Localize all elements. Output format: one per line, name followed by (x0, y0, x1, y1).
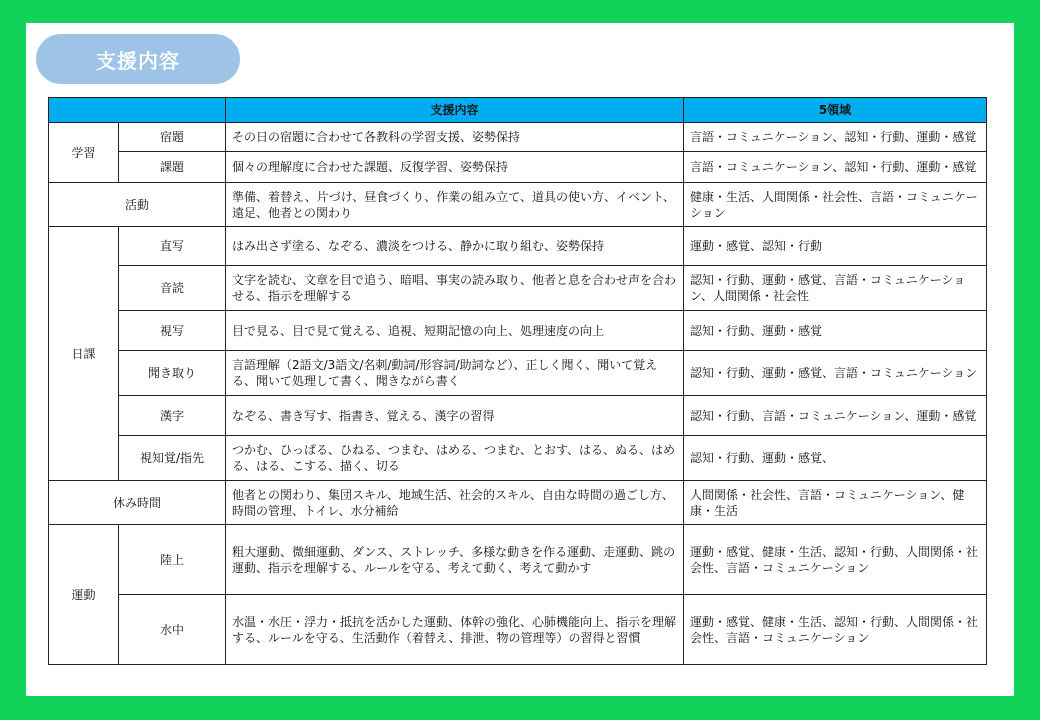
table-header-row (49, 98, 987, 123)
domains-cell: 運動・感覚、認知・行動 (684, 227, 987, 266)
subcategory-cell: 陸上 (119, 525, 226, 595)
subcategory-cell: 直写 (119, 227, 226, 266)
domains-cell: 言語・コミュニケーション、認知・行動、運動・感覚 (684, 123, 987, 152)
table-row (49, 396, 987, 436)
content-cell: なぞる、書き写す、指書き、覚える、漢字の習得 (226, 396, 684, 436)
support-table (48, 97, 987, 665)
content-cell: 水温・水圧・浮力・抵抗を活かした運動、体幹の強化、心肺機能向上、指示を理解する、ルールを守る、生活動作（着替え、排泄、物の管理等）の習得と習慣 (226, 595, 684, 665)
content-cell: 言語理解（2語文/3語文/名刺/動詞/形容詞/助詞など）、正しく聞く、聞いて覚える、聞いて処理して書く、聞きながら書く (226, 351, 684, 396)
domains-cell: 認知・行動、運動・感覚、 (684, 436, 987, 481)
content-cell: 個々の理解度に合わせた課題、反復学習、姿勢保持 (226, 152, 684, 183)
header-blank (49, 98, 226, 123)
subcategory-cell: 視写 (119, 311, 226, 351)
content-cell: 粗大運動、微細運動、ダンス、ストレッチ、多様な動きを作る運動、走運動、跳の運動、指示を理解する、ルールを守る、考えて動く、考えて動かす (226, 525, 684, 595)
subcategory-cell: 水中 (119, 595, 226, 665)
table-row (49, 266, 987, 311)
content-cell: 目で見る、目で見て覚える、追視、短期記憶の向上、処理速度の向上 (226, 311, 684, 351)
content-cell: はみ出さず塗る、なぞる、濃淡をつける、静かに取り組む、姿勢保持 (226, 227, 684, 266)
content-cell: 文字を読む、文章を目で追う、暗唱、事実の読み取り、他者と息を合わせ声を合わせる、指示を理解する (226, 266, 684, 311)
category-cell: 運動 (49, 525, 119, 665)
subcategory-cell: 宿題 (119, 123, 226, 152)
domains-cell: 運動・感覚、健康・生活、認知・行動、人間関係・社会性、言語・コミュニケーション (684, 525, 987, 595)
table-row (49, 595, 987, 665)
header-support-content: 支援内容 (226, 98, 684, 123)
domains-cell: 人間関係・社会性、言語・コミュニケーション、健康・生活 (684, 481, 987, 525)
table-row (49, 227, 987, 266)
table-row (49, 525, 987, 595)
content-cell: つかむ、ひっぱる、ひねる、つまむ、はめる、つまむ、とおす、はる、ぬる、はめる、はる、こする、描く、切る (226, 436, 684, 481)
subcategory-cell: 音読 (119, 266, 226, 311)
header-five-domains: 5領域 (684, 98, 987, 123)
domains-cell: 言語・コミュニケーション、認知・行動、運動・感覚 (684, 152, 987, 183)
subcategory-cell: 視知覚/指先 (119, 436, 226, 481)
content-cell: 準備、着替え、片づけ、昼食づくり、作業の組み立て、道具の使い方、イベント、遠足、他者との関わり (226, 183, 684, 227)
subcategory-cell: 課題 (119, 152, 226, 183)
table-row (49, 481, 987, 525)
category-cell: 休み時間 (49, 481, 226, 525)
table-row (49, 123, 987, 152)
content-cell: その日の宿題に合わせて各教科の学習支援、姿勢保持 (226, 123, 684, 152)
slide (26, 23, 1014, 696)
category-cell: 活動 (49, 183, 226, 227)
subcategory-cell: 漢字 (119, 396, 226, 436)
domains-cell: 運動・感覚、健康・生活、認知・行動、人間関係・社会性、言語・コミュニケーション (684, 595, 987, 665)
domains-cell: 健康・生活、人間関係・社会性、言語・コミュニケーション (684, 183, 987, 227)
content-cell: 他者との関わり、集団スキル、地域生活、社会的スキル、自由な時間の過ごし方、時間の管理、トイレ、水分補給 (226, 481, 684, 525)
table-row (49, 351, 987, 396)
domains-cell: 認知・行動、運動・感覚 (684, 311, 987, 351)
category-cell: 学習 (49, 123, 119, 183)
category-cell: 日課 (49, 227, 119, 481)
table-row (49, 436, 987, 481)
domains-cell: 認知・行動、言語・コミュニケーション、運動・感覚 (684, 396, 987, 436)
table-row (49, 183, 987, 227)
subcategory-cell: 聞き取り (119, 351, 226, 396)
domains-cell: 認知・行動、運動・感覚、言語・コミュニケーション (684, 351, 987, 396)
table-row (49, 311, 987, 351)
table-row (49, 152, 987, 183)
page-title: 支援内容 (36, 34, 240, 84)
domains-cell: 認知・行動、運動・感覚、言語・コミュニケーション、人間関係・社会性 (684, 266, 987, 311)
